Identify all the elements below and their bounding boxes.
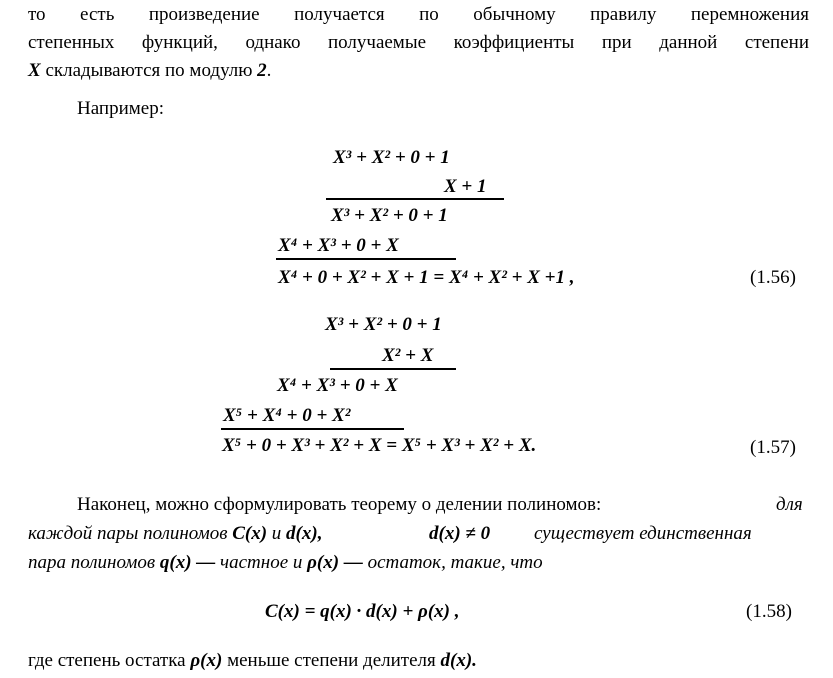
mult1-partial1: X³ + X² + 0 + 1	[331, 205, 448, 226]
mult2-sum: X⁵ + 0 + X³ + X² + X = X⁵ + X³ + X² + X.	[222, 435, 537, 456]
mult1-multiplicand: X³ + X² + 0 + 1	[333, 147, 450, 168]
theorem-line	[28, 522, 322, 546]
theorem-condition	[429, 522, 490, 546]
nonzero-condition: d(x) ≠ 0	[429, 523, 491, 544]
paragraph-line	[28, 59, 271, 83]
example-label: Например:	[77, 98, 164, 119]
poly-q: q(x) —	[159, 552, 216, 573]
equation-number: (1.58)	[746, 601, 792, 622]
theorem-text: остаток, такие, что	[362, 552, 543, 573]
equation-number: (1.57)	[750, 437, 796, 458]
divisor-d: d(x).	[440, 650, 477, 671]
poly-rho: ρ(x) —	[307, 552, 363, 573]
closing-text: меньше степени делителя	[222, 650, 441, 671]
division-formula: C(x) = q(x) · d(x) + ρ(x) ,	[265, 601, 460, 622]
mult1-sum: X⁴ + 0 + X² + X + 1 = X⁴ + X² + X +1 ,	[278, 267, 575, 288]
theorem-text: и	[267, 523, 287, 544]
theorem-text: существует единственная	[534, 523, 752, 544]
theorem-text: каждой пары полиномов	[28, 523, 233, 544]
remainder-rho: ρ(x)	[190, 650, 223, 671]
paragraph-line: степенных функций, однако получаемые коэффициенты при данной степени	[28, 32, 809, 53]
theorem-text: Наконец, можно сформулировать теорему о делении полиномов:	[77, 494, 602, 515]
mult1-rule	[326, 198, 504, 200]
theorem-text: для	[776, 494, 803, 515]
poly-d: d(x),	[286, 523, 323, 544]
mult2-multiplier: X² + X	[382, 345, 434, 366]
closing-text: где степень остатка	[28, 650, 191, 671]
mult2-partial2: X⁵ + X⁴ + 0 + X²	[223, 405, 351, 426]
mult1-sum-rule	[276, 258, 456, 260]
theorem-text: пара полиномов	[28, 552, 160, 573]
mult1-partial2: X⁴ + X³ + 0 + X	[278, 235, 399, 256]
mult2-multiplicand: X³ + X² + 0 + 1	[325, 314, 442, 335]
equation-number: (1.56)	[750, 267, 796, 288]
mult2-rule	[330, 368, 456, 370]
mult2-sum-rule	[221, 428, 404, 430]
poly-c: C(x)	[232, 523, 268, 544]
variable-x: X	[28, 60, 41, 81]
paragraph-line: то есть произведение получается по обычному правилу перемножения	[28, 4, 809, 25]
theorem-text: частное и	[215, 552, 308, 573]
paragraph-text: .	[266, 60, 272, 81]
closing-line	[28, 649, 477, 673]
modulus-value: 2	[257, 60, 267, 81]
theorem-line	[28, 551, 543, 575]
mult2-partial1: X⁴ + X³ + 0 + X	[277, 375, 398, 396]
mult1-multiplier: X + 1	[444, 176, 487, 197]
paragraph-text: складываются по модулю	[40, 60, 258, 81]
theorem-line	[77, 493, 601, 517]
